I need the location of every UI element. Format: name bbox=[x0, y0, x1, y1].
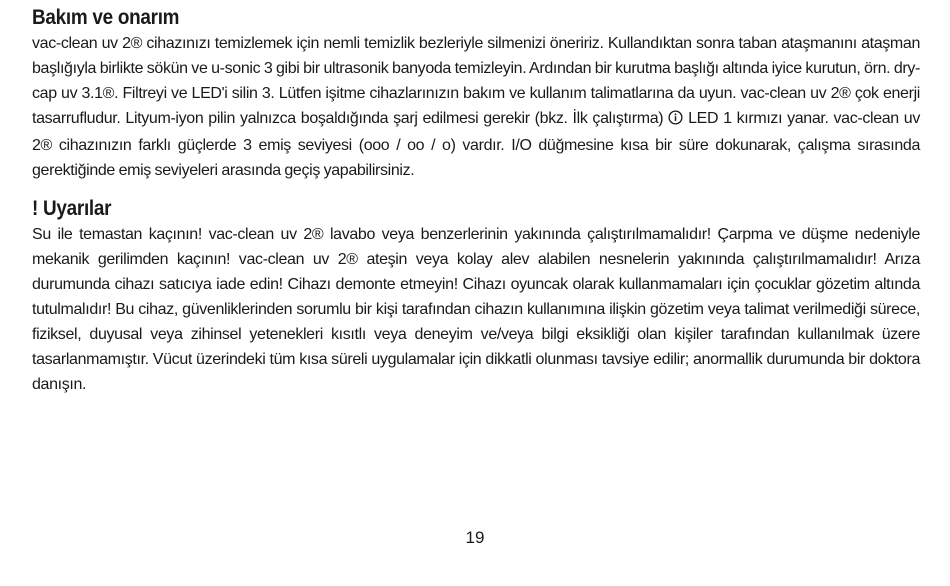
warnings-section-title: ! Uyarılar bbox=[32, 197, 112, 220]
warnings-section bbox=[32, 195, 920, 397]
care-paragraph-part2: LED 1 kırmızı yanar. vac-clean uv 2® cihazınızın farklı güçlerde 3 emiş seviyesi (ooo / oo / o) vardır. I/O düğmesine kısa bir süre dokunarak, çalışma sırasında gerektiğinde emiş seviyeleri arasında geçiş yapabilirsiniz. bbox=[32, 110, 920, 179]
care-paragraph-part1: vac-clean uv 2® cihazınızı temizlemek için nemli temizlik bezleriyle silmenizi öneririz. Kullandıktan sonra taban ataşmanını ataşman başlığıyla birlikte sökün ve u-sonic 3 gibi bir ultrasonik banyoda temizleyin. Ardından bir kurutma başlığı altında iyice kurutun, örn. dry-cap uv 3.1®. Filtreyi ve LED'i silin 3. Lütfen işitme cihazlarınızın bakım ve kullanım talimatlarına da uyun. vac-clean uv 2® çok enerji tasarrufludur. Lityum-iyon pilin yalnızca boşaldığında şarj edilmesi gerekir (bkz. İlk çalıştırma) bbox=[32, 35, 920, 127]
care-paragraph bbox=[32, 31, 920, 183]
page-number: 19 bbox=[465, 528, 485, 547]
warnings-paragraph: Su ile temastan kaçının! vac-clean uv 2® lavabo veya benzerlerinin yakınında çalıştırılmamalıdır! Çarpma ve düşme nedeniyle mekanik gerilimden kaçının! vac-clean uv 2® ateşin veya kolay alev alabilen nesnelerin yakınında çalıştırılmamalıdır! Arıza durumunda cihazı satıcıya iade edin! Cihazı demonte etmeyin! Cihazı oyuncak olarak kullanmamaları için çocuklar gözetim altında tutulmalıdır! Bu cihaz, güvenliklerinden sorumlu bir kişi tarafından cihazın kullanımına ilişkin gözetim veya talimat verilmediği sürece, fiziksel, duyusal veya zihinsel yetenekleri kısıtlı veya deneyim ve/veya bilgi eksikliği olan kişiler tarafından kullanılmak üzere tasarlanmamıştır. Vücut üzerindeki tüm kısa süreli uygulamalar için dikkatli olunması tavsiye edilir; anormallik durumunda bir doktora danışın. bbox=[32, 226, 920, 393]
care-section bbox=[32, 4, 920, 183]
care-section-title: Bakım ve onarım bbox=[32, 6, 180, 29]
document-page bbox=[32, 4, 920, 397]
info-circle-icon bbox=[668, 108, 683, 133]
